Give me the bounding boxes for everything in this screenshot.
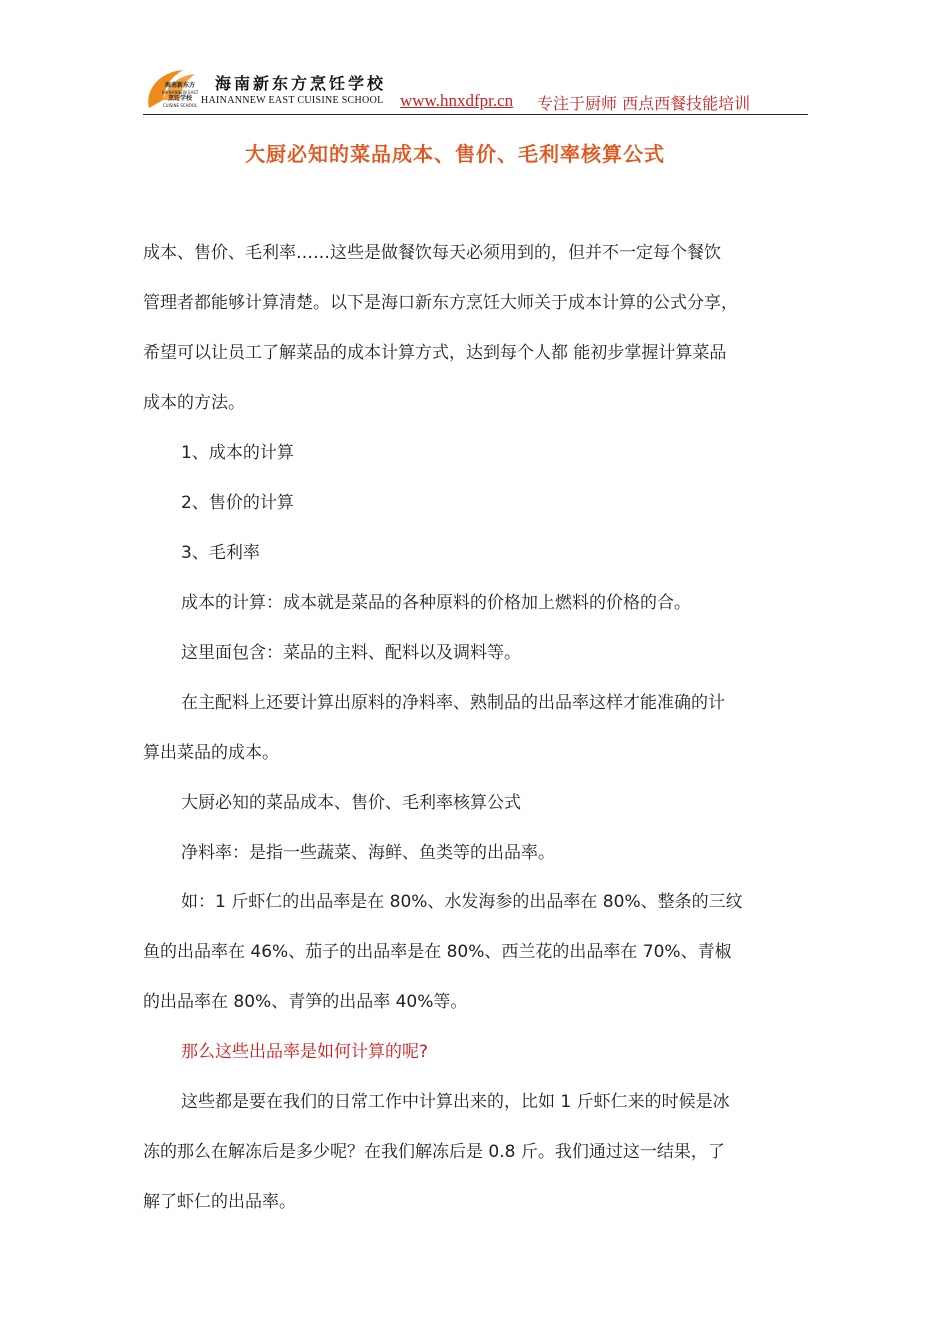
list-item: 1、成本的计算 xyxy=(181,443,294,463)
paragraph-line: 冻的那么在解冻后是多少呢？在我们解冻后是 0.8 斤。我们通过这一结果，了 xyxy=(143,1142,725,1162)
paragraph-line: 成本的方法。 xyxy=(143,393,245,413)
paragraph-line: 成本、售价、毛利率……这些是做餐饮每天必须用到的，但并不一定每个餐饮 xyxy=(143,243,721,263)
list-item: 3、毛利率 xyxy=(181,543,260,563)
paragraph-line: 这里面包含：菜品的主料、配料以及调料等。 xyxy=(181,643,521,663)
header-divider xyxy=(143,114,808,115)
paragraph-line: 在主配料上还要计算出原料的净料率、熟制品的出品率这样才能准确的计 xyxy=(181,693,725,713)
paragraph-line: 希望可以让员工了解菜品的成本计算方式，达到每个人都 能初步掌握计算菜品 xyxy=(143,343,727,363)
paragraph-line: 的出品率在 80%、青笋的出品率 40%等。 xyxy=(143,992,468,1012)
highlight-question: 那么这些出品率是如何计算的呢? xyxy=(181,1042,429,1062)
school-name-cn: 海南新东方烹饪学校 xyxy=(215,74,387,93)
website-link[interactable]: www.hnxdfpr.cn xyxy=(400,91,514,110)
paragraph-line: 成本的计算：成本就是菜品的各种原料的价格加上燃料的价格的合。 xyxy=(181,593,691,613)
paragraph-line: 净料率：是指一些蔬菜、海鲜、鱼类等的出品率。 xyxy=(181,843,555,863)
document-title: 大厨必知的菜品成本、售价、毛利率核算公式 xyxy=(245,142,665,166)
paragraph-line: 鱼的出品率在 46%、茄子的出品率是在 80%、西兰花的出品率在 70%、青椒 xyxy=(143,942,732,962)
paragraph-line: 这些都是要在我们的日常工作中计算出来的，比如 1 斤虾仁来的时候是冰 xyxy=(181,1092,730,1112)
logo-text: 海南新东方 HAINANNEW EAST 烹饪学校 CUISINE SCHOOL xyxy=(161,82,199,108)
section-heading: 大厨必知的菜品成本、售价、毛利率核算公式 xyxy=(181,793,521,813)
list-item: 2、售价的计算 xyxy=(181,493,294,513)
paragraph-line: 如：1 斤虾仁的出品率是在 80%、水发海参的出品率在 80%、整条的三纹 xyxy=(181,892,743,912)
paragraph-line: 算出菜品的成本。 xyxy=(143,743,279,763)
header-tagline: 专注于厨师 西点西餐技能培训 xyxy=(537,94,751,113)
paragraph-line: 管理者都能够计算清楚。以下是海口新东方烹饪大师关于成本计算的公式分享， xyxy=(143,293,738,313)
document-header xyxy=(143,62,808,116)
school-name-en: HAINANNEW EAST CUISINE SCHOOL xyxy=(201,95,384,106)
paragraph-line: 解了虾仁的出品率。 xyxy=(143,1192,296,1212)
